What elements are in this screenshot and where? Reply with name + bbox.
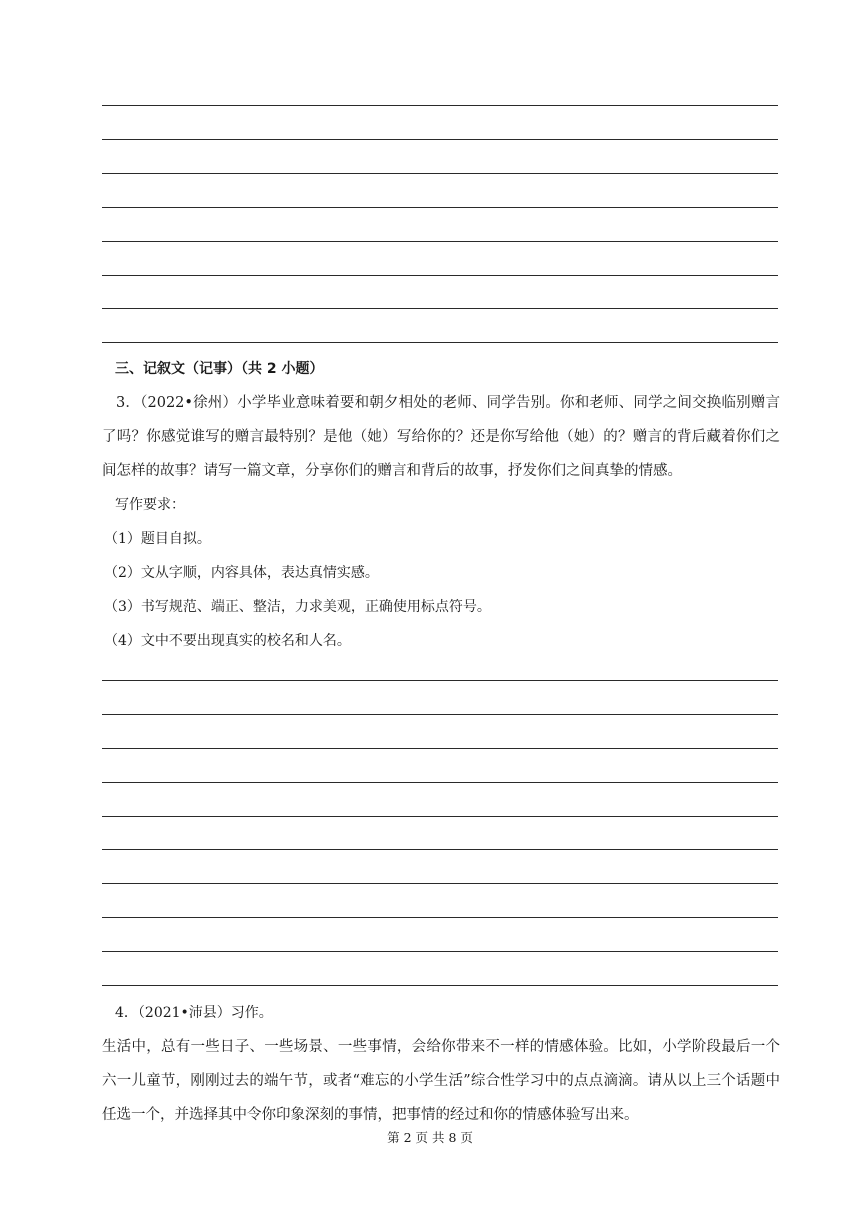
writing-line <box>102 985 778 986</box>
writing-line <box>102 816 778 817</box>
writing-line <box>102 139 778 140</box>
question-3-prompt: 3．（2022•徐州）小学毕业意味着要和朝夕相处的老师、同学告别。你和老师、同学之间交换临别赠言了吗？你感觉谁写的赠言最特别？是他（她）写给你的？还是你写给他（她）的？赠言的背后藏着你们之间怎样的故事？请写一篇文章，分享你们的赠言和背后的故事，抒发你们之间真挚的情感。 <box>102 395 780 479</box>
writing-line <box>102 275 778 276</box>
requirement-item: （3）书写规范、端正、整洁，力求美观，正确使用标点符号。 <box>104 599 491 615</box>
writing-line <box>102 951 778 952</box>
section-heading: 三、记叙文（记事）（共 2 小题） <box>115 361 324 377</box>
writing-line <box>102 342 778 343</box>
writing-line <box>102 308 778 309</box>
writing-line <box>102 173 778 174</box>
question-4-prompt: 生活中，总有一些日子、一些场景、一些事情，会给你带来不一样的情感体验。比如，小学阶段最后一个六一儿童节，刚刚过去的端午节，或者“难忘的小学生活”综合性学习中的点点滴滴。请从以上三个话题中任选一个，并选择其中令你印象深刻的事情，把事情的经过和你的情感体验写出来。 <box>102 1039 780 1123</box>
writing-line <box>102 917 778 918</box>
writing-line <box>102 782 778 783</box>
requirements-title: 写作要求： <box>115 497 185 513</box>
writing-line <box>102 883 778 884</box>
writing-line <box>102 207 778 208</box>
requirement-item: （1）题目自拟。 <box>104 531 211 547</box>
requirement-item: （4）文中不要出现真实的校名和人名。 <box>104 633 351 649</box>
writing-line <box>102 849 778 850</box>
writing-line <box>102 105 778 106</box>
requirement-item: （2）文从字顺，内容具体，表达真情实感。 <box>104 565 379 581</box>
writing-line <box>102 241 778 242</box>
question-4-title: 4．（2021•沛县）习作。 <box>115 1005 273 1021</box>
writing-line <box>102 680 778 681</box>
writing-line <box>102 714 778 715</box>
page-number: 第 2 页 共 8 页 <box>387 1130 473 1145</box>
writing-line <box>102 748 778 749</box>
